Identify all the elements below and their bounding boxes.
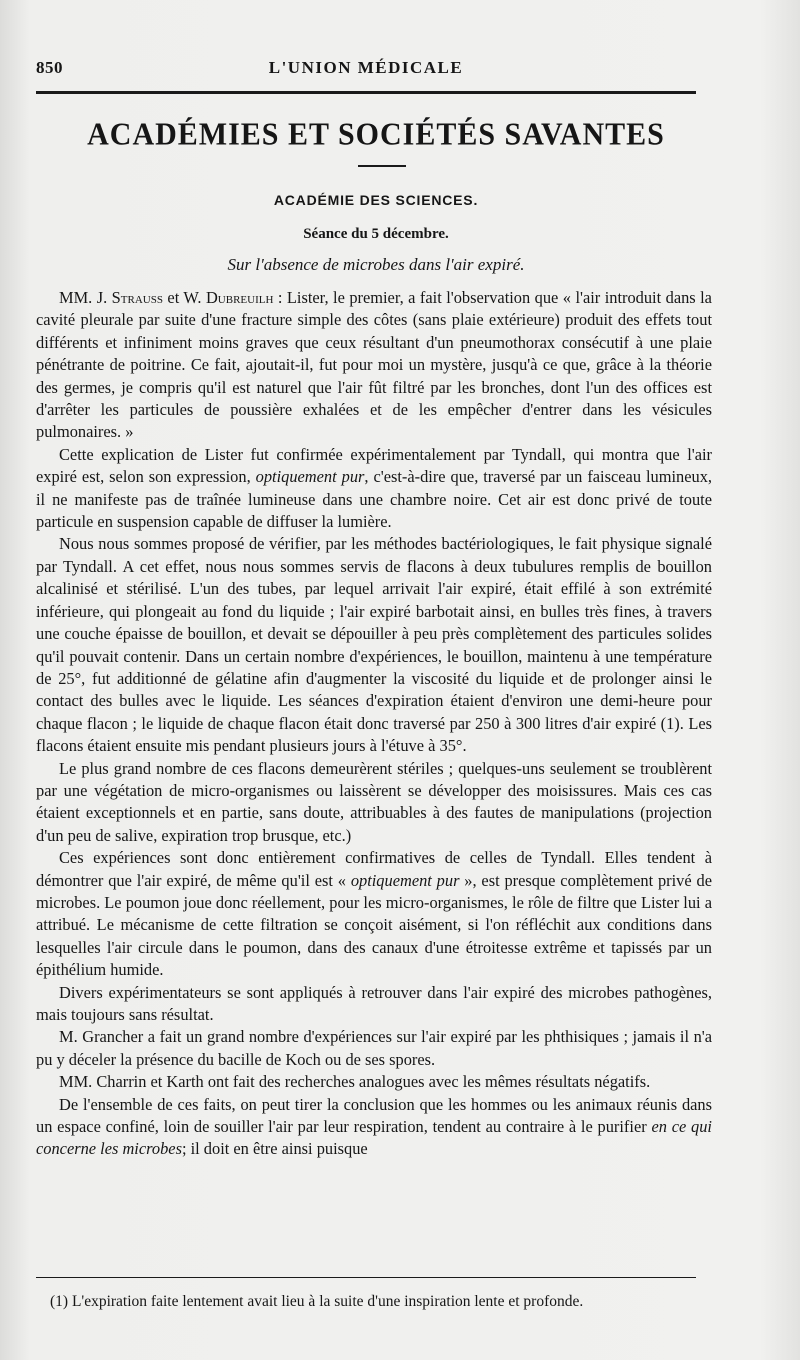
paragraph-1-text: : Lister, le premier, a fait l'observation que « l'air introduit dans la cavité pleurale par suite d'une fracture simple des côtes (sans plaie extérieure) produit des effets tout différents et infiniment moins graves que ceux résultant d'un pneumothorax consécutif à une plaie pénétrante de poitrine. Ce fait, ajoutait-il, fut pour moi un mystère, jusqu'à ce que, grâce à la théorie des germes, je compris qu'il est naturel que l'air fût filtré par les bronches, dont l'un des offices est d'arrêter les particules de poussière exhalées et de les empêcher d'entrer dans les vésicules pulmonaires. » <box>36 288 712 442</box>
paragraph-1 <box>36 287 712 444</box>
page-header <box>36 58 696 90</box>
paragraph-9-text-a: De l'ensemble de ces faits, on peut tirer la conclusion que les hommes ou les animaux réunis dans un espace confiné, loin de souiller l'air par leur respiration, tendent au contraire à le purifier <box>36 1094 712 1137</box>
page-number: 850 <box>36 58 63 77</box>
paragraph-3: Nous nous sommes proposé de vérifier, par les méthodes bactériologiques, le fait physique signalé par Tyndall. A cet effet, nous nous sommes servis de flacons à deux tubulures remplis de bouillon alcalinisé et stérilisé. L'un des tubes, par lequel arrivait l'air expiré, était effilé à son extrémité inférieure, qui plongeait au fond du liquide ; l'air expiré barbotait ainsi, en bulles très fines, à travers une couche épaisse de bouillon, et devait se dépouiller à peu près complètement des particules solides qu'il pouvait contenir. Dans un certain nombre d'expériences, le bouillon, maintenu à une température de 25°, fut additionné de gélatine afin d'augmenter la viscosité du liquide et de prolonger ainsi le contact des bulles avec le liquide. Les séances d'expiration étaient d'environ une demi-heure pour chaque flacon ; le liquide de chaque flacon était donc traversé par 250 à 300 litres d'air expiré (1). Les flacons étaient ensuite mis pendant plusieurs jours à l'étuve à 35°. <box>36 534 712 756</box>
footnote-rule <box>36 1277 696 1278</box>
academy-heading: ACADÉMIE DES SCIENCES. <box>273 192 479 208</box>
author-dubreuilh: Dubreuilh <box>205 288 274 307</box>
authors-conjunction: et W. <box>167 288 202 307</box>
paragraph-2 <box>36 444 712 534</box>
running-title: L'UNION MÉDICALE <box>268 58 464 77</box>
paragraph-9-text-b: ; il doit en être ainsi puisque <box>181 1139 368 1159</box>
article-title: Sur l'absence de microbes dans l'air expiré. <box>227 255 525 274</box>
paragraph-7: M. Grancher a fait un grand nombre d'expériences sur l'air expiré par les phthisiques ; jamais il n'a pu y déceler la présence du bacille de Koch ou de ses spores. <box>36 1027 712 1069</box>
paragraph-5-text-b: », est presque complètement privé de microbes. Le poumon joue donc réellement, pour les micro-organismes, le rôle de filtre que Lister lui a attribué. Le mécanisme de cette filtration se conçoit aisément, si l'on réfléchit aux conditions dans lesquelles l'air circule dans le poumon, dans des canaux d'une étroitesse extrême et tapissés par un épithélium humide. <box>36 870 712 980</box>
title-rule <box>358 165 406 167</box>
paragraph-2-text-a: Cette explication de Lister fut confirmée expérimentalement par Tyndall, qui montra que l'air expiré est, selon son expression, <box>36 444 712 487</box>
paragraph-2-text-b: , c'est-à-dire que, traversé par un faisceau lumineux, il ne manifeste pas de traînée lumineuse dans une chambre noire. Cet air est donc privé de toute particule en suspension capable de diffuser la lumière. <box>36 467 712 532</box>
header-rule <box>36 91 696 94</box>
section-title: ACADÉMIES ET SOCIÉTÉS SAVANTES <box>87 116 665 152</box>
footnote: (1) L'expiration faite lentement avait lieu à la suite d'une inspiration lente et profonde. <box>50 1293 584 1310</box>
paragraph-9 <box>36 1094 712 1161</box>
paragraph-4: Le plus grand nombre de ces flacons demeurèrent stériles ; quelques-uns seulement se troublèrent par une végétation de micro-organismes ou laissèrent se développer des moisissures. Mais ces cas étaient exceptionnels et en partie, sans doute, attribuables à des fautes de manipulations (projection d'un peu de salive, expiration trop brusque, etc.) <box>36 758 712 845</box>
paragraph-6: Divers expérimentateurs se sont appliqués à retrouver dans l'air expiré des microbes pathogènes, mais toujours sans résultat. <box>36 982 712 1024</box>
authors-prefix: MM. J. <box>59 288 108 307</box>
paragraph-5-text-a: Ces expériences sont donc entièrement confirmatives de celles de Tyndall. Elles tendent à démontrer que l'air expiré, de même qu'il est « <box>36 848 712 890</box>
session-date: Séance du 5 décembre. <box>303 226 449 242</box>
author-strauss: Strauss <box>111 288 163 307</box>
emphasis-optiquement-pur: optiquement pur <box>255 467 365 487</box>
paragraph-5 <box>36 847 712 981</box>
emphasis-microbes: en ce qui concerne les microbes <box>36 1117 712 1159</box>
article-body <box>36 287 712 1161</box>
paragraph-8: MM. Charrin et Karth ont fait des recherches analogues avec les mêmes résultats négatifs. <box>59 1072 651 1092</box>
emphasis-optiquement-pur-2: optiquement pur <box>350 870 460 890</box>
